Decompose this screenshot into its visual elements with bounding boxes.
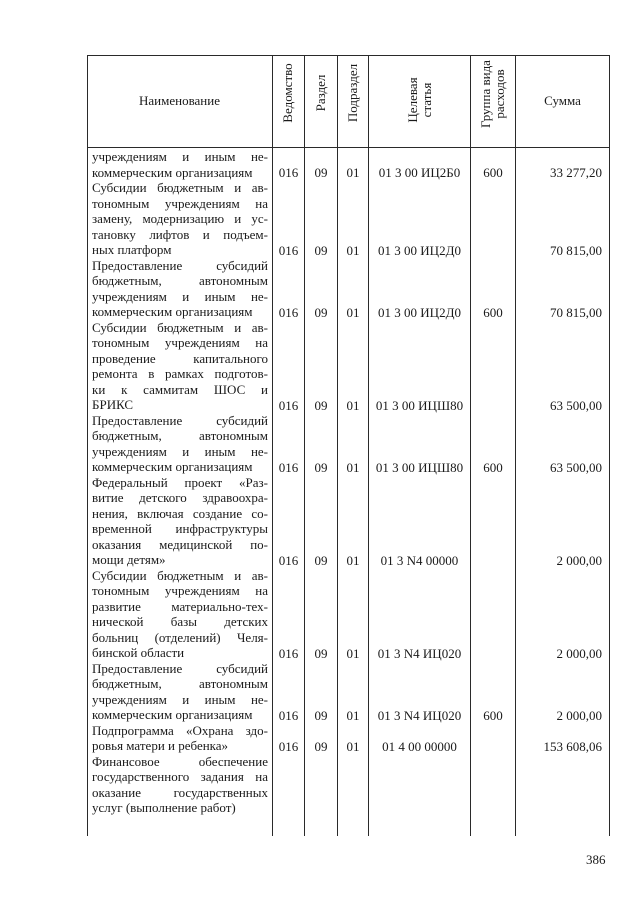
row-7-line-3: коммерческим организациям: [92, 707, 253, 722]
row-8-sum: 153 608,06: [543, 738, 602, 754]
col-border-right: [609, 55, 610, 836]
row-3-line-3: ремонта в рамках подготов-: [92, 366, 268, 381]
row-1-line-3: тановку лифтов и подъем-: [92, 226, 268, 242]
row-6-line-0: Субсидии бюджетным и ав-: [92, 567, 268, 583]
row-5-line-3: временной инфраструктуры: [92, 521, 268, 536]
row-2-line-2: учреждениям и иным не-: [92, 288, 268, 304]
budget-table: [87, 55, 610, 836]
row-7-name: [92, 661, 268, 723]
row-5-name: [92, 475, 268, 568]
header-gruppa-line2: расходов: [492, 69, 507, 119]
row-3-line-0: Субсидии бюджетным и ав-: [92, 319, 268, 335]
row-4-line-0: Предоставление субсидий: [92, 412, 268, 428]
row-4-grp: 600: [483, 459, 503, 475]
row-9-line-3: услуг (выполнение работ): [92, 800, 236, 815]
header-celevaya-line1: Целевая: [405, 77, 420, 123]
row-2-cel: 01 3 00 ИЦ2Д0: [378, 304, 461, 320]
header-name: Наименование: [139, 93, 220, 108]
header-podrazdel-label: Подраздел: [345, 63, 360, 123]
row-4-raz: 09: [314, 459, 328, 475]
row-5-cel: 01 3 N4 00000: [380, 552, 459, 568]
row-8-name: [92, 723, 268, 754]
row-0-pod: 01: [346, 165, 360, 180]
row-0-raz: 09: [314, 165, 328, 180]
row-7-raz: 09: [314, 707, 328, 723]
row-3-line-1: тономным учреждениям на: [92, 335, 268, 350]
row-5-ved: 016: [278, 552, 299, 568]
row-3-cel: 01 3 00 ИЦШ80: [375, 397, 464, 413]
row-4-pod: 01: [346, 459, 360, 475]
row-3-line-5: БРИКС: [92, 397, 134, 412]
row-6-pod: 01: [346, 645, 360, 661]
row-3-line-2: проведение капитального: [92, 350, 268, 366]
row-7-cel: 01 3 N4 ИЦ020: [377, 707, 462, 723]
row-6-ved: 016: [278, 645, 299, 661]
header-bottom-border: [87, 147, 610, 148]
row-5-raz: 09: [314, 552, 328, 568]
row-9-line-1: государственного задания на: [92, 769, 268, 784]
row-2-grp: 600: [483, 304, 503, 320]
row-4-cel: 01 3 00 ИЦШ80: [375, 459, 464, 475]
row-2-name: [92, 258, 268, 320]
row-1-line-1: тономным учреждениям на: [92, 195, 268, 211]
row-6-line-4: больниц (отделений) Челя-: [92, 629, 268, 645]
row-6-line-5: бинской области: [92, 645, 185, 660]
header-gruppa-label: [479, 49, 507, 139]
row-6-sum: 2 000,00: [556, 645, 602, 661]
row-0-sum: 33 277,20: [550, 165, 602, 180]
header-summa: Сумма: [544, 93, 581, 108]
row-3-sum: 63 500,00: [550, 397, 602, 413]
row-1-name: [92, 180, 268, 258]
header-celevaya-label: [406, 55, 434, 145]
col-border-left: [87, 55, 88, 836]
row-2-line-1: бюджетным, автономным: [92, 273, 268, 288]
header-razdel-label: Раздел: [313, 74, 328, 112]
row-1-sum: 70 815,00: [550, 242, 602, 258]
row-6-raz: 09: [314, 645, 328, 661]
row-8-line-1: ровья матери и ребенка»: [92, 738, 229, 753]
row-3-name: [92, 320, 268, 413]
row-1-pod: 01: [346, 242, 360, 258]
row-4-sum: 63 500,00: [550, 459, 602, 475]
row-5-line-4: оказания медицинской по-: [92, 536, 268, 552]
header-celevaya-line2: статья: [419, 82, 434, 118]
row-3-pod: 01: [346, 397, 360, 413]
row-7-sum: 2 000,00: [556, 707, 602, 723]
row-2-ved: 016: [278, 304, 299, 320]
row-2-sum: 70 815,00: [550, 304, 602, 320]
row-2-raz: 09: [314, 304, 328, 320]
row-5-line-0: Федеральный проект «Раз-: [92, 474, 268, 490]
row-1-line-2: замену, модернизацию и ус-: [92, 211, 268, 226]
row-0-line-1: коммерческим организациям: [92, 164, 253, 180]
header-vedomstvo-label: Ведомство: [280, 63, 295, 123]
row-8-line-0: Подпрограмма «Охрана здо-: [92, 722, 268, 738]
row-0-line-0: учреждениям и иным не-: [92, 149, 268, 164]
row-1-line-4: ных платформ: [92, 242, 172, 257]
row-5-line-2: нения, включая создание со-: [92, 505, 268, 521]
row-5-sum: 2 000,00: [556, 552, 602, 568]
row-3-line-4: ки к саммитам ШОС и: [92, 381, 268, 397]
row-4-name: [92, 413, 268, 475]
row-4-line-2: учреждениям и иным не-: [92, 443, 268, 459]
row-6-line-3: нической базы детских: [92, 614, 268, 629]
row-9-line-0: Финансовое обеспечение: [92, 753, 268, 769]
row-5-pod: 01: [346, 552, 360, 568]
row-7-ved: 016: [278, 707, 299, 723]
row-1-ved: 016: [278, 242, 299, 258]
row-0-name: [92, 149, 268, 180]
row-2-line-3: коммерческим организациям: [92, 304, 253, 319]
row-2-pod: 01: [346, 304, 360, 320]
row-3-raz: 09: [314, 397, 328, 413]
row-1-cel: 01 3 00 ИЦ2Д0: [378, 242, 461, 258]
row-2-line-0: Предоставление субсидий: [92, 257, 268, 273]
row-6-line-1: тономным учреждениям на: [92, 583, 268, 598]
row-0-ved: 016: [278, 165, 299, 180]
row-9-name: [92, 754, 268, 816]
row-4-line-3: коммерческим организациям: [92, 459, 253, 474]
row-7-line-1: бюджетным, автономным: [92, 676, 268, 691]
row-5-line-1: витие детского здравоохра-: [92, 490, 268, 505]
row-8-cel: 01 4 00 00000: [382, 738, 457, 754]
row-3-ved: 016: [278, 397, 299, 413]
row-1-line-0: Субсидии бюджетным и ав-: [92, 180, 268, 195]
row-0-cel: 01 3 00 ИЦ2Б0: [378, 165, 461, 180]
row-5-line-5: мощи детям»: [92, 552, 166, 567]
row-8-pod: 01: [346, 738, 360, 754]
row-8-raz: 09: [314, 738, 328, 754]
row-7-line-2: учреждениям и иным не-: [92, 691, 268, 707]
row-0-grp: 600: [483, 165, 503, 180]
row-7-line-0: Предоставление субсидий: [92, 660, 268, 676]
row-4-ved: 016: [278, 459, 299, 475]
page-number: 386: [586, 852, 606, 867]
row-8-ved: 016: [278, 738, 299, 754]
header-vedomstvo: [113, 54, 127, 144]
row-6-cel: 01 3 N4 ИЦ020: [377, 645, 462, 661]
row-7-grp: 600: [483, 707, 503, 723]
header-gruppa-line1: Группа вида: [478, 60, 493, 128]
row-4-line-1: бюджетным, автономным: [92, 428, 268, 443]
row-6-line-2: развитие материально-тех-: [92, 598, 268, 614]
row-9-line-2: оказание государственных: [92, 784, 268, 800]
row-6-name: [92, 568, 268, 661]
row-7-pod: 01: [346, 707, 360, 723]
row-1-raz: 09: [314, 242, 328, 258]
